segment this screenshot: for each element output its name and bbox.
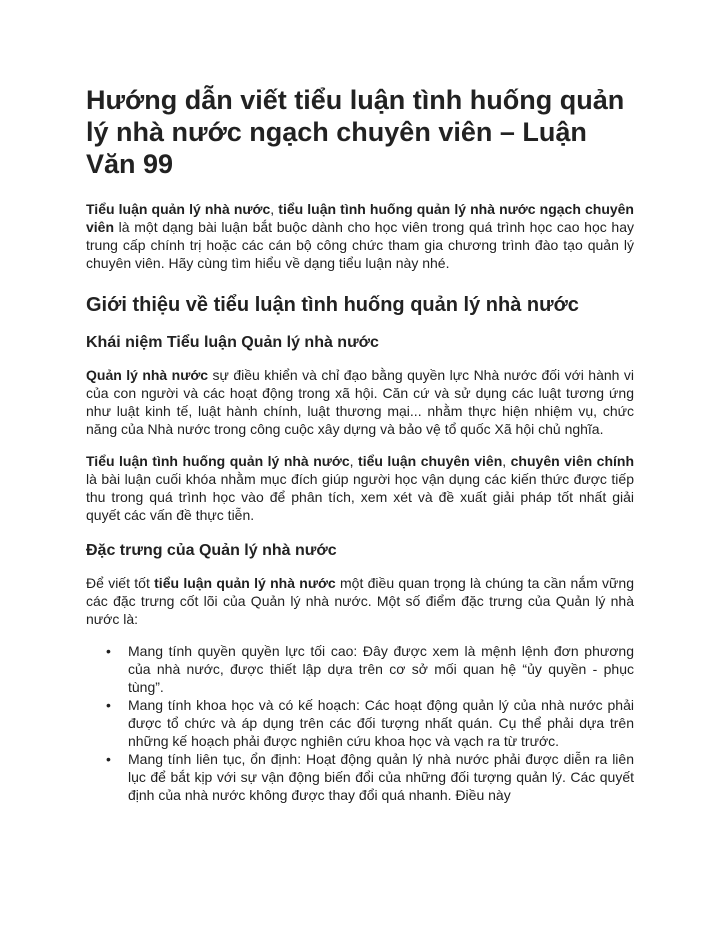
concept-bold-1: Quản lý nhà nước bbox=[86, 367, 209, 383]
list-item bbox=[106, 696, 634, 750]
characteristics-list bbox=[86, 642, 634, 804]
section-heading-intro: Giới thiệu về tiểu luận tình huống quản lý nhà nước bbox=[86, 294, 579, 316]
intro-text: là một dạng bài luận bắt buộc dành cho học viên trong quá trình học cao học hay trung cấp chính trị hoặc các cán bộ công chức tham gia chương trình đào tạo quản lý chuyên viên. Hãy cùng tìm hiểu về dạng tiểu luận này nhé. bbox=[86, 219, 634, 271]
list-item bbox=[106, 750, 634, 804]
char-bold-1: tiểu luận quản lý nhà nước bbox=[154, 575, 336, 591]
list-item-text: Mang tính quyền quyền lực tối cao: Đây được xem là mệnh lệnh đơn phương của nhà nước, được thiết lập dựa trên cơ sở mối quan hệ “ủy quyền - phục tùng”. bbox=[128, 643, 634, 695]
bullet-icon: • bbox=[106, 643, 111, 659]
bullet-icon: • bbox=[106, 697, 111, 713]
bullet-icon: • bbox=[106, 751, 111, 767]
concept2-bold-1: Tiểu luận tình huống quản lý nhà nước bbox=[86, 453, 350, 469]
list-item-text: Mang tính khoa học và có kế hoạch: Các hoạt động quản lý của nhà nước phải được tổ chức và áp dụng trên các đối tượng nhất quán. Cụ thể phải dựa trên những kế hoạch phải được nghiên cứu khoa học và vạch ra từ trước. bbox=[128, 697, 634, 749]
concept-paragraph-1 bbox=[86, 366, 634, 438]
concept2-sep-1: , bbox=[349, 453, 359, 469]
characteristics-paragraph bbox=[86, 574, 634, 628]
intro-bold-1: Tiểu luận quản lý nhà nước bbox=[86, 201, 271, 217]
concept-paragraph-2 bbox=[86, 452, 634, 524]
concept2-bold-2: tiểu luận chuyên viên bbox=[358, 453, 503, 469]
page-title: Hướng dẫn viết tiểu luận tình huống quản lý nhà nước ngạch chuyên viên – Luận Văn 99 bbox=[86, 85, 625, 179]
concept-text-1: sự điều khiển và chỉ đạo bằng quyền lực Nhà nước đối với hành vi của con người và các hoạt động trong xã hội. Căn cứ và sử dụng các luật tương ứng như luật kinh tế, luật hành chính, luật thương mại... nhằm thực hiện nhiệm vụ, chức năng của Nhà nước trong công cuộc xây dựng và bảo vệ tổ quốc Xã hội chủ nghĩa. bbox=[86, 367, 635, 437]
list-item-text: Mang tính liên tục, ổn định: Hoạt động quản lý nhà nước phải được diễn ra liên lục để bắt kịp với sự vận động biến đổi của những đối tượng quản lý. Các quyết định của nhà nước không được thay đổi quá nhanh. Điều này bbox=[128, 751, 634, 803]
intro-sep-1: , bbox=[270, 201, 279, 217]
concept2-text: là bài luận cuối khóa nhằm mục đích giúp người học vận dụng các kiến thức được tiếp thu trong quá trình học vào để phân tích, xem xét và đề xuất giải pháp tốt nhất giải quyết các vấn đề thực tiễn. bbox=[86, 471, 634, 523]
intro-paragraph bbox=[86, 200, 634, 272]
char-text-0: Để viết tốt bbox=[86, 575, 155, 591]
char-text-1: một điều quan trọng là chúng ta cần nắm vững các đặc trưng cốt lõi của Quản lý nhà nước. Một số điểm đặc trưng của Quản lý nhà nước là: bbox=[86, 575, 634, 627]
list-item bbox=[106, 642, 634, 696]
subheading-concept: Khái niệm Tiểu luận Quản lý nhà nước bbox=[86, 334, 379, 351]
subheading-characteristics: Đặc trưng của Quản lý nhà nước bbox=[86, 542, 337, 559]
concept2-bold-3: chuyên viên chính bbox=[510, 453, 634, 469]
concept2-sep-2: , bbox=[502, 453, 511, 469]
intro-bold-2: tiểu luận tình huống quản lý nhà nước ngạch chuyên viên bbox=[86, 201, 634, 235]
